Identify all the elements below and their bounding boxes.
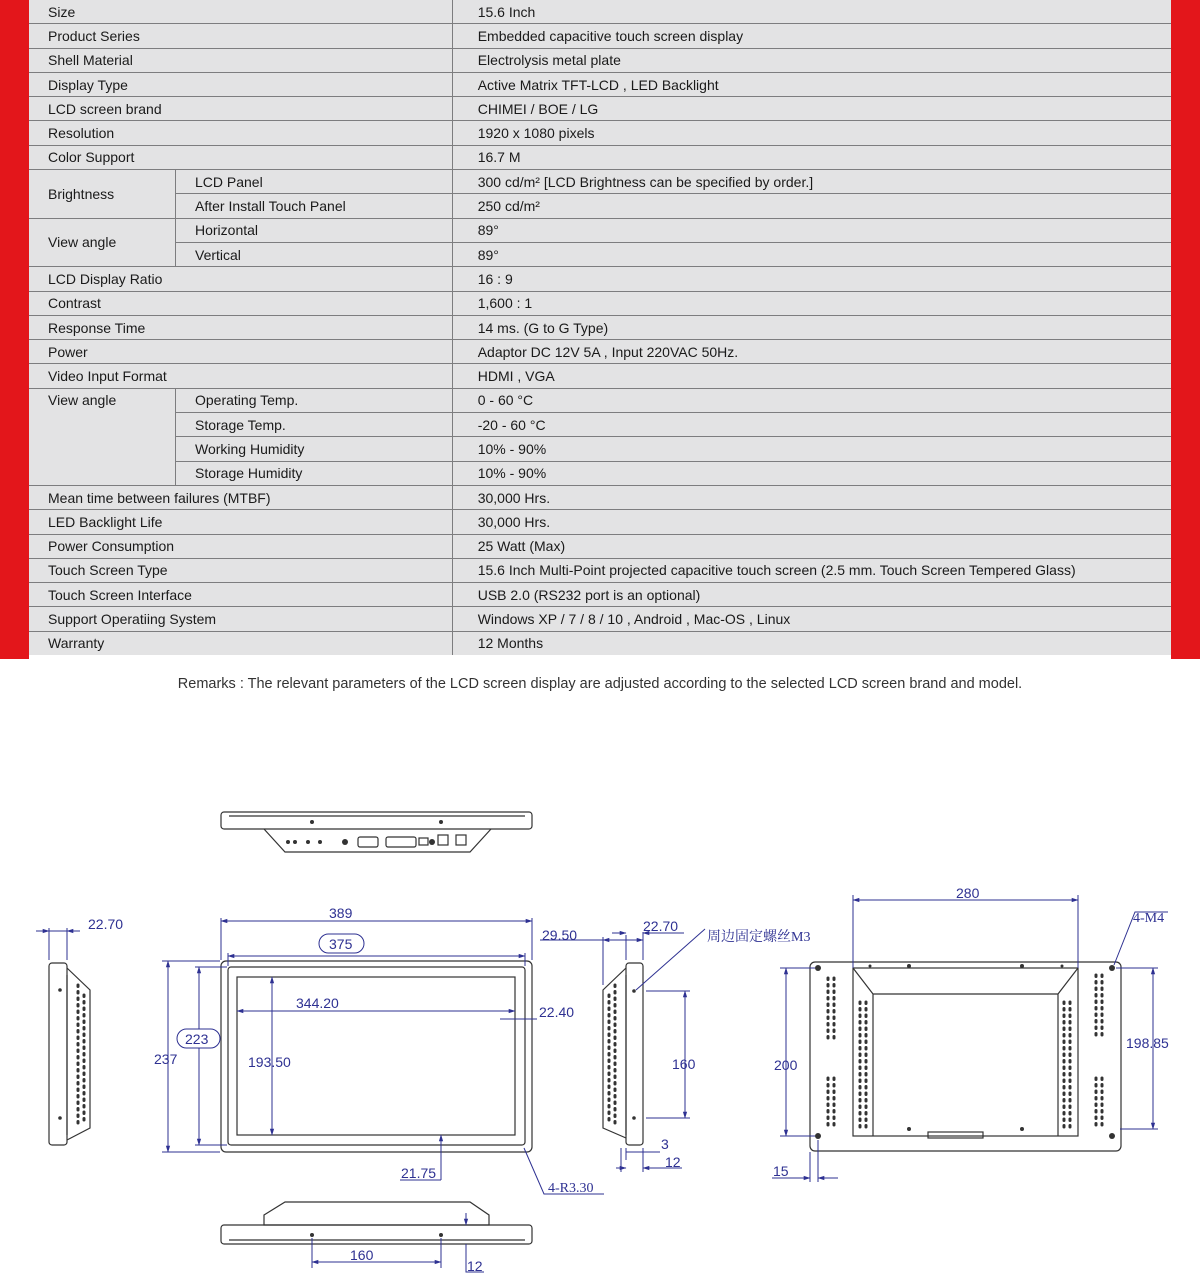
dim-view-height: 193.50	[248, 1054, 291, 1070]
spec-label: Resolution	[29, 121, 452, 145]
right-side-view	[603, 963, 643, 1145]
spec-sub-label: After Install Touch Panel	[176, 194, 453, 218]
spec-label: LED Backlight Life	[29, 510, 452, 534]
table-row	[29, 48, 1171, 72]
dim-back-screw: 4-M4	[1133, 911, 1165, 926]
spec-label: Support Operatiing System	[29, 607, 452, 631]
spec-value: Embedded capacitive touch screen display	[452, 24, 1171, 48]
spec-label: LCD screen brand	[29, 97, 452, 121]
spec-value: -20 - 60 °C	[452, 413, 1171, 437]
spec-label: Shell Material	[29, 48, 452, 72]
dim-bottom-offset: 21.75	[401, 1165, 437, 1181]
table-row	[29, 194, 1171, 218]
spec-label: Contrast	[29, 291, 452, 315]
back-view	[810, 962, 1121, 1151]
back-dimensions	[772, 895, 1168, 1182]
spec-value: 89°	[452, 218, 1171, 242]
dim-outer-width: 389	[329, 905, 353, 921]
spec-label: Display Type	[29, 72, 452, 96]
table-row	[29, 534, 1171, 558]
dim-corner-radius: 4-R3.30	[548, 1181, 594, 1196]
spec-value: Adaptor DC 12V 5A , Input 220VAC 50Hz.	[452, 340, 1171, 364]
table-row	[29, 583, 1171, 607]
spec-value: 15.6 Inch	[452, 0, 1171, 24]
table-row	[29, 218, 1171, 242]
spec-group-label: Brightness	[29, 170, 176, 219]
dim-bezel-width: 375	[329, 936, 353, 952]
table-row	[29, 631, 1171, 655]
spec-sub-label: Storage Humidity	[176, 461, 453, 485]
dim-bottom-hole-spacing: 160	[350, 1247, 374, 1263]
table-row	[29, 388, 1171, 412]
dim-view-width: 344.20	[296, 995, 339, 1011]
table-row	[29, 485, 1171, 509]
spec-value: 300 cd/m² [LCD Brightness can be specified by order.]	[452, 170, 1171, 194]
spec-value: 10% - 90%	[452, 437, 1171, 461]
spec-group-label: View angle	[29, 218, 176, 267]
spec-label: Power Consumption	[29, 534, 452, 558]
dim-hole-spacing: 160	[672, 1056, 696, 1072]
table-row	[29, 0, 1171, 24]
spec-label: Touch Screen Interface	[29, 583, 452, 607]
spec-group-label: View angle	[29, 388, 176, 485]
left-side-view	[49, 963, 90, 1145]
spec-sub-label: Horizontal	[176, 218, 453, 242]
dim-back-width: 280	[956, 885, 980, 901]
spec-value: 0 - 60 °C	[452, 388, 1171, 412]
dim-back-height: 200	[774, 1057, 798, 1073]
dim-offset-a: 3	[661, 1136, 669, 1152]
spec-value: 25 Watt (Max)	[452, 534, 1171, 558]
table-row	[29, 315, 1171, 339]
table-row	[29, 291, 1171, 315]
table-row	[29, 437, 1171, 461]
table-row	[29, 461, 1171, 485]
dim-left-thickness-label: 22.70	[88, 916, 124, 932]
spec-sub-label: Storage Temp.	[176, 413, 453, 437]
spec-value: Electrolysis metal plate	[452, 48, 1171, 72]
spec-value: 10% - 90%	[452, 461, 1171, 485]
spec-label: Color Support	[29, 145, 452, 169]
spec-label: Mean time between failures (MTBF)	[29, 485, 452, 509]
spec-sub-label: Working Humidity	[176, 437, 453, 461]
table-row	[29, 267, 1171, 291]
right-red-border	[1171, 0, 1200, 659]
spec-value: HDMI , VGA	[452, 364, 1171, 388]
spec-value: 14 ms. (G to G Type)	[452, 315, 1171, 339]
table-row	[29, 97, 1171, 121]
screw-note: 周边固定螺丝M3	[707, 930, 811, 945]
table-row	[29, 558, 1171, 582]
spec-value: 1920 x 1080 pixels	[452, 121, 1171, 145]
dim-depth: 29.50	[542, 927, 578, 943]
table-row	[29, 170, 1171, 194]
spec-label: Video Input Format	[29, 364, 452, 388]
dimension-drawing	[0, 700, 1200, 1277]
dim-bottom-offset: 12	[467, 1258, 483, 1274]
top-view	[221, 812, 532, 852]
spec-sub-label: Operating Temp.	[176, 388, 453, 412]
table-row	[29, 145, 1171, 169]
dim-offset-b: 12	[665, 1154, 681, 1170]
table-row	[29, 607, 1171, 631]
table-row	[29, 413, 1171, 437]
left-red-border	[0, 0, 29, 659]
spec-value: 16.7 M	[452, 145, 1171, 169]
dim-bezel-height: 223	[185, 1031, 209, 1047]
table-row	[29, 121, 1171, 145]
table-row	[29, 364, 1171, 388]
table-row	[29, 242, 1171, 266]
spec-label: Size	[29, 0, 452, 24]
spec-value: 89°	[452, 242, 1171, 266]
dim-back-edge: 15	[773, 1163, 789, 1179]
spec-value: 16 : 9	[452, 267, 1171, 291]
spec-label: Touch Screen Type	[29, 558, 452, 582]
spec-label: Warranty	[48, 635, 105, 652]
dim-left-thickness	[36, 928, 80, 960]
spec-sub-label: Vertical	[176, 242, 453, 266]
table-row	[29, 510, 1171, 534]
spec-value: CHIMEI / BOE / LG	[452, 97, 1171, 121]
spec-value: 30,000 Hrs.	[452, 485, 1171, 509]
spec-label: LCD Display Ratio	[29, 267, 452, 291]
spec-value: USB 2.0 (RS232 port is an optional)	[452, 583, 1171, 607]
spec-value: 15.6 Inch Multi-Point projected capacitive touch screen (2.5 mm. Touch Screen Tempered Glass)	[452, 558, 1171, 582]
spec-value: Windows XP / 7 / 8 / 10 , Android , Mac-OS , Linux	[452, 607, 1171, 631]
spec-label: Response Time	[29, 315, 452, 339]
spec-value: Active Matrix TFT-LCD , LED Backlight	[452, 72, 1171, 96]
spec-value: 250 cd/m²	[452, 194, 1171, 218]
spec-value: 1,600 : 1	[452, 291, 1171, 315]
spec-value: 12 Months	[452, 631, 1171, 655]
bottom-view	[221, 1202, 532, 1244]
spec-label: Product Series	[29, 24, 452, 48]
remarks-text: Remarks : The relevant parameters of the LCD screen display are adjusted according to the selected LCD screen brand and model.	[177, 676, 1023, 692]
right-side-dimensions	[540, 929, 705, 1172]
dim-right-thickness: 22.70	[643, 918, 679, 934]
spec-label: Power	[29, 340, 452, 364]
dim-outer-height: 237	[154, 1051, 178, 1067]
bottom-dimensions	[312, 1213, 484, 1272]
spec-sub-label: LCD Panel	[176, 170, 453, 194]
dim-back-hole-height: 198.85	[1126, 1035, 1169, 1051]
table-row	[29, 340, 1171, 364]
table-row	[29, 72, 1171, 96]
dim-top-margin: 22.40	[539, 1004, 575, 1020]
spec-table	[29, 0, 1171, 655]
spec-value: 30,000 Hrs.	[452, 510, 1171, 534]
table-row	[29, 24, 1171, 48]
